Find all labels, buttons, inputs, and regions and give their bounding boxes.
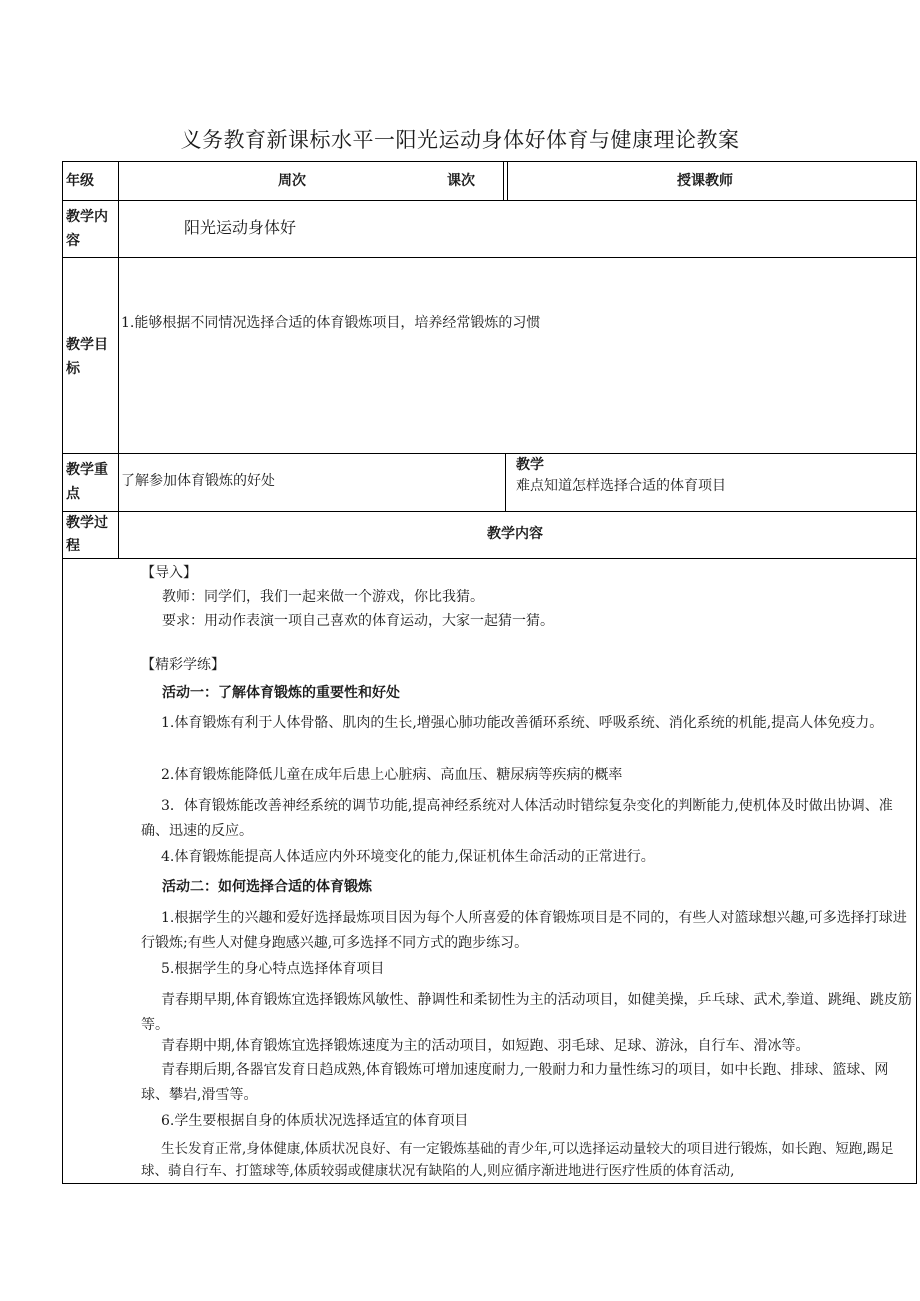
grade-label: 年级: [66, 173, 94, 189]
difficulty-value: 难点知道怎样选择合适的体育项目: [516, 478, 726, 494]
content-label: 教学内容: [66, 209, 108, 249]
lesson-label: 课次: [447, 173, 475, 189]
process-label: 教学过程: [66, 515, 108, 554]
activity2-paragraph-4: 青春期中期,体育锻炼宜选择锻炼速度为主的活动项目，如短跑、羽毛球、足球、游泳，自行车、滑冰等。: [161, 1038, 810, 1054]
practice-heading: 【精彩学练】: [141, 657, 225, 673]
page-title: 义务教育新课标水平一阳光运动身体好体育与健康理论教案: [180, 128, 740, 152]
key-label: 教学重点: [66, 462, 108, 502]
activity1-title: 活动一：了解体育锻炼的重要性和好处: [162, 685, 400, 701]
activity1-paragraph-3: 3．体育锻炼能改善神经系统的调节功能,提高神经系统对人体活动时错综复杂变化的判断能力,使机体及时做出协调、准确、迅速的反应。: [141, 798, 893, 839]
teacher-label: 授课教师: [677, 173, 733, 189]
key-value: 了解参加体育锻炼的好处: [121, 473, 275, 489]
activity2-title: 活动二：如何选择合适的体育锻炼: [162, 879, 372, 895]
intro-teacher: 教师：同学们，我们一起来做一个游戏，你比我猜。: [162, 589, 484, 605]
activity2-paragraph-7: 生长发育正常,身体健康,体质状况良好、有一定锻炼基础的青少年,可以选择运动量较大的项目进行锻炼，如长跑、短跑,踢足球、骑自行车、打篮球等,体质较弱或健康状况有缺陷的人,则应循序渐进地进行医疗性质的体育活动,: [141, 1141, 894, 1179]
intro-require: 要求：用动作表演一项自己喜欢的体育运动，大家一起猜一猜。: [162, 613, 554, 629]
week-label: 周次: [278, 173, 306, 189]
activity2-paragraph-1: 1.根据学生的兴趣和爱好选择最炼项目因为每个人所喜爱的体育锻炼项目是不同的，有些人对篮球想兴趣,可多选择打球进行锻炼;有些人对健身跑感兴趣,可多选择不同方式的跑步练习。: [141, 910, 907, 951]
content-header: 教学内容: [487, 526, 543, 542]
intro-heading: 【导入】: [141, 565, 197, 581]
activity2-paragraph-2: 5.根据学生的身心特点选择体育项目: [161, 961, 385, 977]
goal-value: 1.能够根据不同情况选择合适的体育锻炼项目，培养经常锻炼的习惯: [121, 315, 541, 331]
goal-label: 教学目标: [66, 337, 108, 377]
activity1-paragraph-4: 4.体育锻炼能提高人体适应内外环境变化的能力,保证机体生命活动的正常进行。: [161, 849, 655, 865]
content-value: 阳光运动身体好: [184, 218, 297, 237]
activity2-paragraph-3: 青春期早期,体育锻炼宜选择锻炼风敏性、静调性和柔韧性为主的活动项目，如健美操，乒乓球、武术,拳道、跳绳、跳皮筋等。: [141, 992, 912, 1033]
difficulty-label: 教学: [516, 457, 544, 473]
activity1-paragraph-2: 2.体育锻炼能降低儿童在成年后患上心脏病、高血压、糖尿病等疾病的概率: [161, 767, 623, 783]
activity2-paragraph-6: 6.学生要根据自身的体质状况选择适宜的体育项目: [161, 1113, 469, 1129]
activity2-paragraph-5: 青春期后期,各器官发育日趋成熟,体育锻炼可增加速度耐力,一般耐力和力量性练习的项目，如中长跑、排球、篮球、网球、攀岩,滑雪等。: [141, 1062, 889, 1103]
activity1-paragraph-1: 1.体育锻炼有利于人体骨骼、肌肉的生长,增强心肺功能改善循环系统、呼吸系统、消化系统的机能,提高人体免疫力。: [161, 715, 884, 731]
